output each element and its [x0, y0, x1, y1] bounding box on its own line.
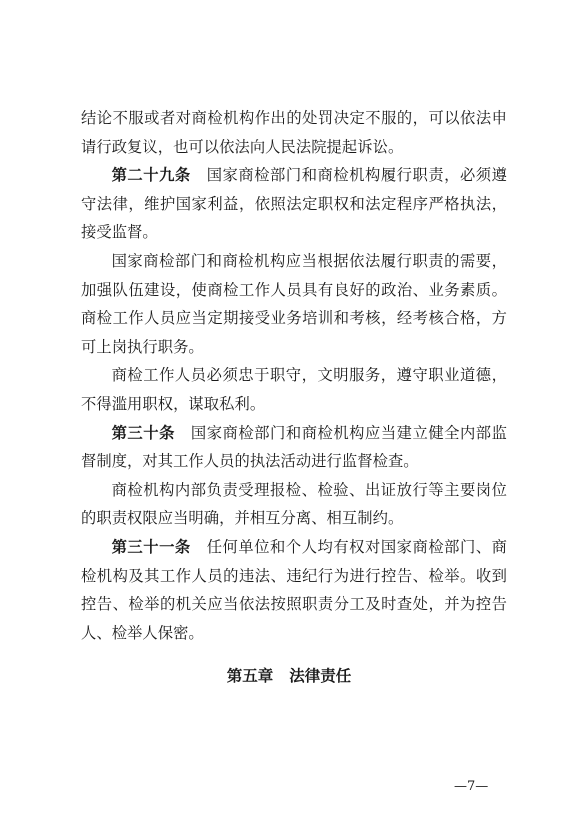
paragraph-text: 国家商检部门和商检机构应当根据依法履行职责的需要，加强队伍建设，使商检工作人员具有良好的政治、业务素质。商检工作人员应当定期接受业务培训和考核，经考核合格，方可上岗执行职务。 [81, 251, 507, 356]
paragraph-6 [81, 533, 507, 647]
paragraph-text: 商检工作人员必须忠于职守，文明服务，遵守职业道德，不得滥用职权，谋取私利。 [81, 366, 507, 413]
paragraph-1 [81, 161, 507, 247]
paragraph-5 [81, 476, 507, 533]
paragraph-text: 商检机构内部负责受理报检、检验、出证放行等主要岗位的职责权限应当明确，并相互分离、相互制约。 [81, 480, 507, 528]
paragraph-text: 国家商检部门和商检机构履行职责，必须遵守法律，维护国家利益，依照法定职权和法定程序严格执法，接受监督。 [81, 166, 507, 242]
paragraph-text: 结论不服或者对商检机构作出的处罚决定不服的，可以依法申请行政复议，也可以依法向人民法院提起诉讼。 [81, 109, 507, 156]
paragraph-text: 任何单位和个人均有权对国家商检部门、商检机构及其工作人员的违法、违纪行为进行控告、检举。收到控告、检举的机关应当依法按照职责分工及时查处，并为控告人、检举人保密。 [81, 537, 507, 642]
article-heading: 第二十九条 [111, 166, 191, 185]
paragraph-4 [81, 419, 507, 476]
page-number: —7— [454, 779, 489, 794]
paragraph-3 [81, 361, 507, 418]
article-heading: 第三十一条 [111, 537, 191, 556]
article-heading: 第三十条 [111, 423, 175, 442]
paragraph-0 [81, 104, 507, 161]
chapter-title: 法律责任 [289, 667, 352, 685]
chapter-number: 第五章 [226, 667, 274, 685]
paragraph-text: 国家商检部门和商检机构应当建立健全内部监督制度，对其工作人员的执法活动进行监督检查。 [81, 423, 507, 471]
body-text [81, 104, 507, 647]
chapter-heading [0, 664, 578, 686]
paragraph-2 [81, 247, 507, 361]
